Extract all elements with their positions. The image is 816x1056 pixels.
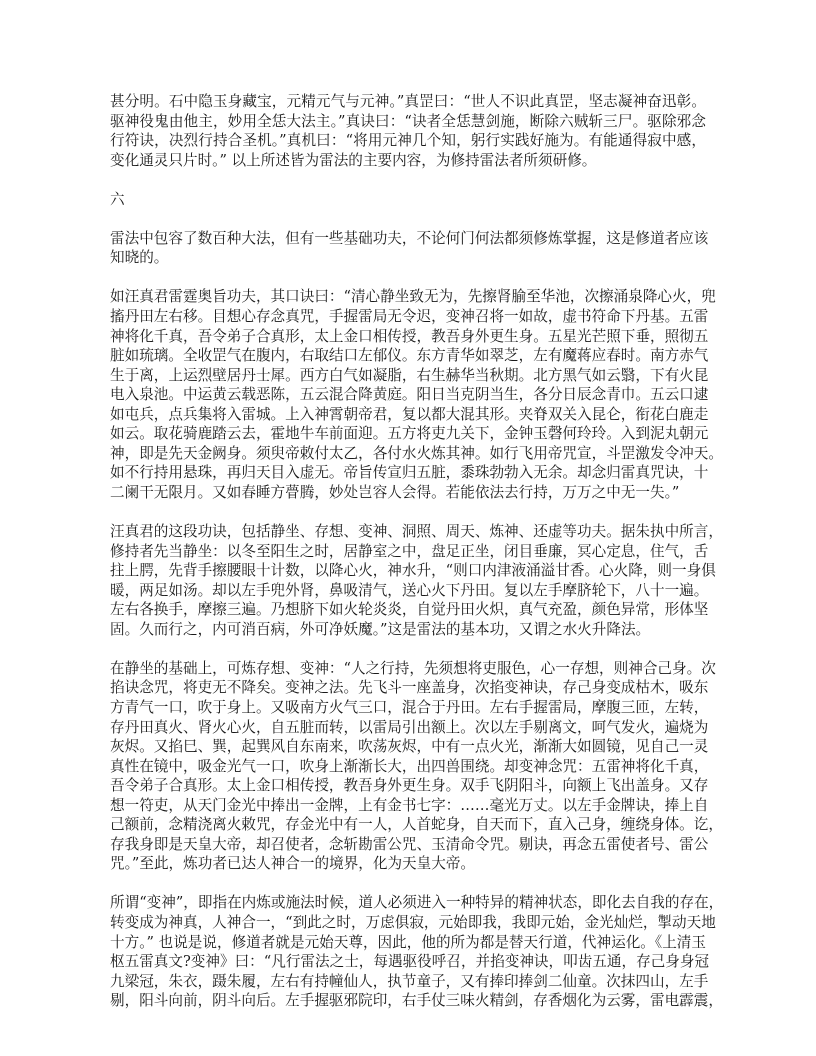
text-line: 修持者先当静坐：以冬至阳生之时，居静室之中，盘足正坐，闭目垂廉，冥心定息，住气，舌	[110, 542, 709, 560]
paragraph	[110, 522, 723, 639]
text-line: 灰烬。又掐巳、巽，起巽风自东南来，吹荡灰烬，中有一点火光，渐渐大如圆镜，见自己一灵	[110, 738, 709, 756]
text-line: 搐丹田左右移。目想心存念真咒，手握雷局无令迟，变神召将一如故，虚书符命下丹基。五雷	[110, 308, 709, 326]
text-line: 如云。取花骑鹿踏云去，霍地牛车前面迎。五方将吏九关下，金钟玉磬何玲玲。入到泥丸朝元	[110, 425, 709, 443]
text-line: 想一符吏，从天门金光中捧出一金牌，上有金书七字：……毫光万丈。以左手金牌诀，捧上自	[110, 796, 709, 814]
text-line: 己额前，念精浇离火敕咒，存金光中有一人，人首蛇身，自天而下，直入己身，缠绕身体。讫，	[110, 816, 723, 834]
section-heading	[110, 190, 706, 210]
text-line: 脏如琉璃。全收罡气在腹内，右取结口左郁仪。东方青华如翠芝，左有魔蒋应春时。南方赤气	[110, 347, 709, 365]
text-line: 存我身即是天皇大帝，却召使者，念斩勘雷公咒、玉清命令咒。剔诀，再念五雷使者号、雷公	[110, 835, 709, 853]
text-line: 电入泉池。中运黄云载恶陈，五云混合降黄庭。阳日当克阴当生，各分日辰念青巾。五云口逮	[110, 386, 709, 404]
blank-line	[110, 170, 706, 190]
text-line: 吾令弟子合真形。太上金口相传授，教吾身外更生身。双手飞阴阳斗，向额上飞出盖身。又存	[110, 777, 709, 795]
blank-line	[110, 209, 706, 229]
text-line: 驱神役鬼由他主，妙用全恁大法主。”真诀曰：“诀者全恁慧剑施，断除六贼斩三尸。驱除邪念	[110, 112, 706, 130]
paragraph	[110, 659, 723, 874]
blank-line	[110, 639, 706, 659]
text-line: 行符诀，决烈行持合圣机。”真机曰：“将用元神几个知，躬行实践好施为。有能通得寂中感，	[110, 132, 706, 150]
paragraph	[110, 287, 723, 502]
text-line: 拄上腭，先背手擦腰眼十计数，以降心火，神水升，“则口内津液涌溢甘香。心火降，则一身俱	[110, 562, 716, 580]
blank-line	[110, 874, 706, 894]
text-line: 存丹田真火、肾火心火，自五脏而转，以雷局引出额上。次以左手剔离文，呵气发火，遍烧为	[110, 718, 709, 736]
blank-line	[110, 268, 706, 288]
text-line: 十方。” 也说是说，修道者就是元始天尊，因此，他的所为都是替天行道，代神运化。《上清玉	[110, 933, 706, 951]
text-line: 所谓“变神”，即指在内炼或施法时候，道人必须进入一种特异的精神状态，即化去自我的存在，	[110, 894, 724, 912]
blank-line	[110, 502, 706, 522]
text-line: 如不行持用悬珠，再归天目入虚无。帝旨传宣归五脏，黍珠勃勃入无余。却念归雷真咒诀，十	[110, 464, 709, 482]
paragraph	[110, 92, 706, 170]
text-line: 暖，两足如汤。却以左手兜外肾，鼻吸清气，送心火下丹田。复以左手摩脐轮下，八十一遍。	[110, 581, 709, 599]
text-line: 知晓的。	[110, 249, 169, 267]
text-line: 掐诀念咒，将吏无不降矣。变神之法。先飞斗一座盖身，次掐变神诀，存己身变成枯木，吸东	[110, 679, 709, 697]
text-line: 雷法中包容了数百种大法，但有一些基础功夫，不论何门何法都须修炼掌握，这是修道者应该	[110, 229, 709, 247]
text-line: 九梁冠，朱衣，蹑朱履，左右有持幢仙人，执节童子，又有捧印捧剑二仙童。次抹四山，左手	[110, 972, 709, 990]
text-line: 剔，阳斗向前，阴斗向后。左手握驱邪院印，右手仗三味火精剑，存香烟化为云雾，雷电霹震，	[110, 992, 723, 1010]
text-line: 生于离，上运烈壁居丹士犀。西方白气如凝脂，右生赫华当秋期。北方黑气如云翳，下有火昆	[110, 366, 709, 384]
document-page	[110, 92, 724, 1011]
text-line: 甚分明。石中隐玉身藏宝，元精元气与元神。”真罡曰：“世人不识此真罡，坚志凝神奋迅彰。	[110, 93, 706, 110]
text-line: 变化通灵只片时。” 以上所述皆为雷法的主要内容，为修持雷法者所须研修。	[110, 151, 597, 169]
text-line: 方青气一口，吹于身上。又吸南方火气三口，混合于丹田。左右手握雷局，摩腹三匝，左转，	[110, 698, 709, 716]
text-line: 在静坐的基础上，可炼存想、变神：“人之行持，先须想将吏服色，心一存想，则神合己身。次	[110, 659, 716, 677]
text-line: 神，即是先天金阙身。须臾帝敕付太乙，各付水火炼其神。如行飞用帝咒宣，斗罡激发令冲天。	[110, 444, 723, 462]
text-line: 二阑干无限月。又如春睡方瞢腾，妙处岂容人会得。若能依法去行持，万万之中无一失。”	[110, 483, 680, 501]
text-line: 枢五雷真文?变神》曰：“凡行雷法之士，每遇驱役呼召，并掐变神诀，叩齿五通，存己身身冠	[110, 953, 710, 971]
text-line: 固。久而行之，内可消百病，外可净妖魔。”这是雷法的基本功，又谓之水火升降法。	[110, 620, 651, 638]
text-line: 真性在镜中，吸金光气一口，吹身上渐渐长大，出四兽围绕。却变神念咒：五雷神将化千真，	[110, 757, 709, 775]
text-line: 汪真君的这段功诀，包括静坐、存想、变神、洞照、周天、炼神、还虚等功夫。据朱执中所言，	[110, 523, 723, 541]
text-line: 咒。”至此，炼功者已达人神合一的境界，化为天皇大帝。	[110, 855, 476, 873]
paragraph	[110, 229, 709, 268]
text-line: 如屯兵，点兵集将入雷城。上入神霄朝帝君，复以都大混其形。夹脊双关入昆仑，衔花白鹿走	[110, 405, 709, 423]
text-line: 如汪真君雷霆奥旨功夫，其口诀曰：“清心静坐致无为，先擦肾腧至华池，次擦涌泉降心火，兜	[110, 288, 716, 306]
text-line: 转变成为神真，人神合一，“到此之时，万虑俱寂，元始即我，我即元始，金光灿烂，掣动天地	[110, 913, 716, 931]
heading-text: 六	[110, 190, 125, 208]
paragraph	[110, 893, 724, 1010]
text-line: 神将化千真，吾令弟子合真形，太上金口相传授，教吾身外更生身。五星光芒照下垂，照彻五	[110, 327, 709, 345]
text-line: 左右各换手，摩擦三遍。乃想脐下如火轮炎炎，自觉丹田火炽，真气充盈，颜色异常，形体坚	[110, 601, 709, 619]
